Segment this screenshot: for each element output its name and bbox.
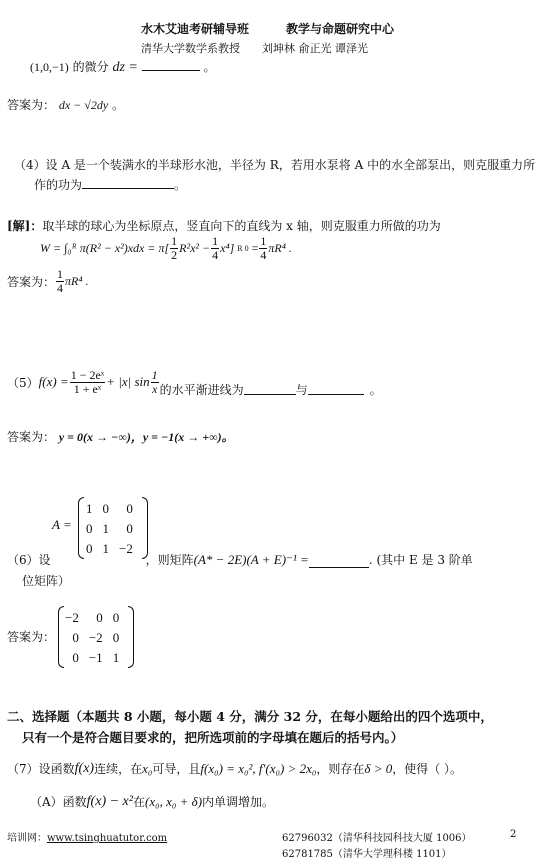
q3-blank[interactable] [142,59,200,71]
q6-matrix-a-right-bracket [142,497,148,559]
q3-answer-value: dx − √2dy [58,98,109,112]
q6-a-label: A = [52,517,72,532]
matrix-a-cell: 0 [126,501,133,516]
q3-answer [7,96,124,113]
q4-solution [7,217,441,234]
q4-answer [7,266,89,296]
q5-plus: + |x| sin [106,374,150,389]
q3-dz: dz = [112,60,138,75]
q7-cond: f(x₀) = x₀², f′(x₀) > 2x₀ [200,760,317,776]
q7-t3: 可导，且 [152,762,201,776]
answer-matrix-cell: 0 [72,650,79,665]
q4-frac-quarter-2: $\frac{1}{4}$ [260,233,267,262]
q4-prompt: 作的功为 [34,178,83,192]
q4-tail: 。 [174,178,187,192]
header-dept: 清华大学数学系教授 [141,42,240,55]
header-org: 水木艾迪考研辅导班 [141,22,250,36]
answer-matrix-cell: 0 [112,630,120,645]
q6-text: ，则矩阵 [145,553,194,567]
footer-phone2: 62781785（清华大学理科楼 1101） [282,849,452,860]
answer-matrix-cell: 0 [96,610,103,625]
q3-tail: 。 [203,60,216,74]
q7-delta: δ > 0 [364,760,393,776]
q4-formula-eq: = [251,240,259,255]
q7-opt-a-f: f(x) − x² [86,793,133,809]
q4-frac-half: $\frac{1}{2}$ [171,233,178,262]
q7-opt-a-end: 内单调增加。 [202,795,275,809]
matrix-a-cell: 0 [102,501,109,516]
q7-opt-a-in: 在 [132,795,145,809]
matrix-a-cell: 0 [86,521,93,536]
q5-answer-label: 答案为： [7,430,56,444]
q4-answer-value: πR⁴ . [65,273,89,288]
q4-formula [40,233,292,263]
matrix-a-cell: 0 [86,541,93,556]
matrix-a-cell: 1 [102,521,109,536]
q4-formula-mid2: x⁴] [220,240,235,255]
header-center: 教学与命题研究中心 [286,22,395,36]
q4-line1: （4）设 A 是一个装满水的半球形水池，半径为 R，若用水泵将 A 中的水全部泵出，则克服重力所 [14,158,536,172]
q6-blank[interactable] [309,556,369,568]
header-authors: 刘坤林 俞正光 谭泽光 [262,42,368,55]
q6-answer-label: 答案为： [7,630,56,644]
footer-site-link[interactable]: www.tsinghuatutor.com [47,833,168,844]
q5-blank-1[interactable] [244,383,296,395]
answer-matrix-cell: −1 [88,650,103,665]
q4-blank[interactable] [82,177,174,189]
q6-answer-right-bracket [128,606,134,668]
q7-t4: ，则存在 [316,762,365,776]
footer-phone1: 62796032（清华科技园科技大厦 1006） [282,833,472,844]
q6-tail: . (其中 E 是 3 阶单 [368,553,473,567]
section2-line2: 只有一个是符合题目要求的，把所选项前的字母填在题后的括号内。） [22,730,404,745]
footer-site-label: 培训网： [7,833,47,844]
q6-matrix-a-left-bracket [78,497,84,559]
q6-line [7,551,473,568]
q6-label: （6）设 [7,553,51,567]
matrix-a-cell: 1 [86,501,93,516]
q6-expr: (A* − 2E)(A + E)⁻¹ = [193,552,309,567]
q3-line [30,58,216,76]
answer-matrix-cell: 0 [72,630,79,645]
q7-opt-a-label: （A）函数 [30,795,87,809]
q7-x0: x₀ [142,760,153,776]
q4-sol-text: 取半球的球心为坐标原点，竖直向下的直线为 x 轴，则克服重力所做的功为 [42,219,441,233]
q3-point: (1,0,−1) [30,60,69,74]
q7-t1: （7）设函数 [7,762,75,776]
q4-formula-limits: R 0 [237,243,249,253]
q4-sol-label: [解]： [7,219,43,233]
q4-frac-quarter: $\frac{1}{4}$ [212,233,219,262]
q5-answer-value: y = 0(x → −∞)，y = −1(x → +∞)。 [58,430,234,444]
q5-line [7,360,382,404]
q5-text: 的水平渐进线为 [159,382,244,397]
footer-site [7,829,167,844]
q4-formula-mid1: R²x² − [179,240,211,255]
q7-t5: ，使得（ ）。 [392,762,463,776]
answer-matrix-cell: 1 [112,650,120,665]
q6-line2: 位矩阵） [22,574,71,588]
q5-and: 与 [295,382,308,397]
q3-text: 的微分 [72,60,109,74]
q6-answer-left-bracket [58,606,64,668]
q7-f1: f(x) [74,760,95,776]
q4-answer-label: 答案为： [7,274,56,289]
q6-answer-matrix [65,610,119,666]
q3-answer-label: 答案为： [7,98,56,112]
q4-formula-w: W = ∫₀ᴿ π(R² − x²)xdx = π[ [40,240,170,255]
q4-line2 [34,176,186,193]
q5-answer [7,428,234,445]
q5-sin-frac: $\frac{1}{x}$ [151,367,158,396]
q5-fx: f(x) = [38,374,69,389]
answer-matrix-cell: −2 [65,610,79,625]
answer-matrix-cell: −2 [88,630,103,645]
matrix-a-cell: 0 [126,521,133,536]
q4-answer-frac: $\frac{1}{4}$ [57,266,64,295]
q5-label: （5） [7,375,39,390]
q5-tail: 。 [369,382,382,397]
q7-option-a [30,793,274,810]
q7-t2: 连续，在 [94,762,143,776]
q7-line [7,760,462,777]
section2-title: 二、选择题（本题共 8 小题，每小题 4 分，满分 32 分，在每小题给出的四个选项中， [7,709,493,724]
matrix-a-cell: −2 [119,541,133,556]
matrix-a-cell: 1 [102,541,109,556]
q4-formula-end: πR⁴ . [268,240,292,255]
q5-blank-2[interactable] [308,383,364,395]
q6-matrix-a [86,501,133,557]
q5-frac: $\frac{\text{1 − 2eˣ}}{\text{1 + eˣ}}$ [70,367,105,396]
footer-page-number: 2 [510,829,517,840]
q3-answer-tail: 。 [112,98,125,112]
answer-matrix-cell: 0 [112,610,120,625]
q7-opt-a-interval: (x₀, x₀ + δ) [144,793,203,809]
